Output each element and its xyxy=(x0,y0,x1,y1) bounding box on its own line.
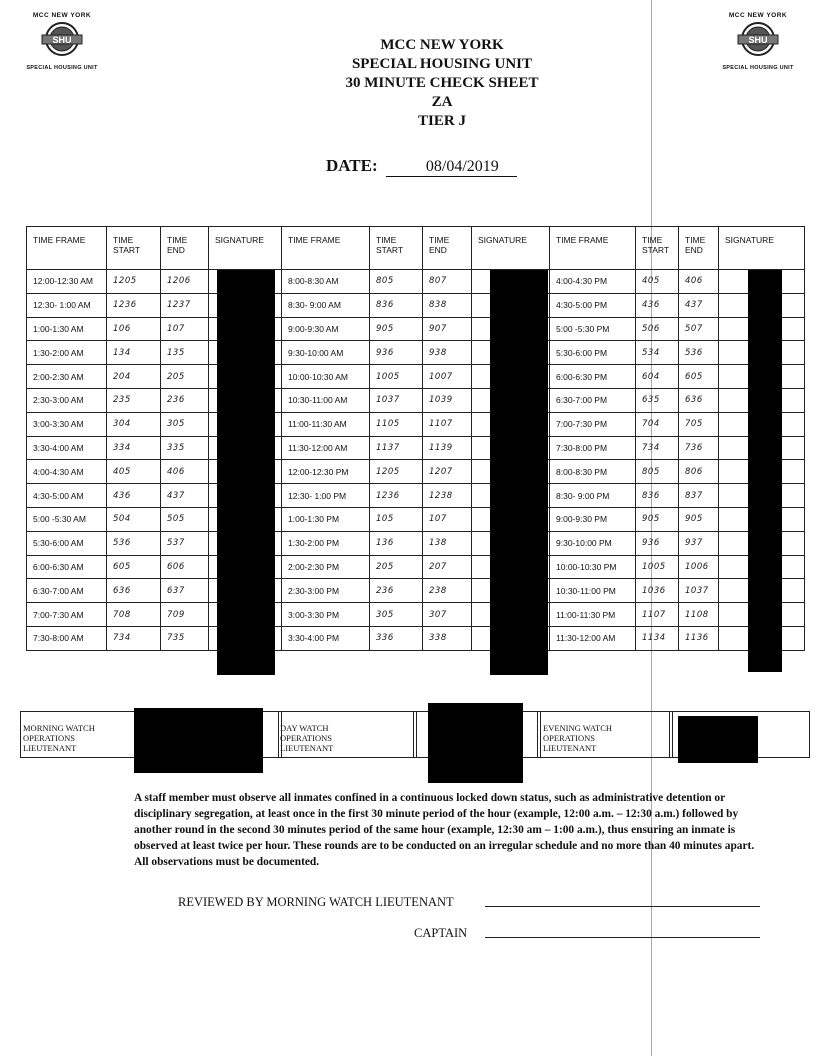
time-frame-cell: 6:00-6:30 AM xyxy=(27,555,107,579)
time-frame-cell: 9:30-10:00 AM xyxy=(282,341,370,365)
table-header-row xyxy=(27,227,805,270)
policy-note: A staff member must observe all inmates confined in a continuous locked down status, such as administrative detention or disciplinary segregation, at least once in the first 30 minute period of the hour (example, 12:00 a.m. – 12:30 a.m.) followed by another round in the second 30 minutes period of the same hour (example, 12:30 am – 1:00 a.m.), thus ensuring an inmate is observed at least twice per hour. These rounds are to be conducted on an irregular schedule and no more than 40 minutes apart. All observations must be documented. xyxy=(134,792,755,868)
time-start-cell: 635 xyxy=(636,388,679,412)
time-start-cell: 805 xyxy=(370,270,423,294)
time-start-cell: 1037 xyxy=(370,388,423,412)
table-row xyxy=(27,436,805,460)
time-end-cell: 1206 xyxy=(161,270,209,294)
document-header xyxy=(0,36,816,131)
time-frame-cell: 6:30-7:00 PM xyxy=(550,388,636,412)
time-start-cell: 604 xyxy=(636,365,679,389)
table-row xyxy=(27,293,805,317)
time-frame-cell: 6:30-7:00 AM xyxy=(27,579,107,603)
table-row xyxy=(27,579,805,603)
time-frame-cell: 4:00-4:30 PM xyxy=(550,270,636,294)
time-start-cell: 936 xyxy=(370,341,423,365)
time-end-cell: 406 xyxy=(161,460,209,484)
time-start-cell: 105 xyxy=(370,507,423,531)
time-end-cell: 1238 xyxy=(423,484,472,508)
time-end-cell: 807 xyxy=(423,270,472,294)
check-sheet-table xyxy=(26,226,805,651)
time-frame-cell: 8:30- 9:00 PM xyxy=(550,484,636,508)
time-frame-cell: 12:30- 1:00 AM xyxy=(27,293,107,317)
time-frame-cell: 3:00-3:30 PM xyxy=(282,603,370,627)
time-start-cell: 436 xyxy=(636,293,679,317)
time-end-cell: 437 xyxy=(161,484,209,508)
time-end-cell: 837 xyxy=(679,484,719,508)
header-facility: MCC NEW YORK xyxy=(380,37,504,53)
header-time-end: TIME END xyxy=(679,227,719,270)
time-end-cell: 138 xyxy=(423,531,472,555)
logo-top-text: MCC NEW YORK xyxy=(32,12,92,19)
time-start-cell: 1134 xyxy=(636,626,679,650)
time-end-cell: 605 xyxy=(679,365,719,389)
header-unit: SPECIAL HOUSING UNIT xyxy=(351,56,533,72)
time-end-cell: 537 xyxy=(161,531,209,555)
time-start-cell: 1005 xyxy=(636,555,679,579)
time-end-cell: 1007 xyxy=(423,365,472,389)
time-end-cell: 1136 xyxy=(679,626,719,650)
time-start-cell: 136 xyxy=(370,531,423,555)
time-start-cell: 708 xyxy=(107,603,161,627)
time-frame-cell: 3:30-4:00 AM xyxy=(27,436,107,460)
header-time-start: TIME START xyxy=(370,227,423,270)
time-start-cell: 905 xyxy=(370,317,423,341)
logo-bottom-text: SPECIAL HOUSING UNIT xyxy=(722,65,794,71)
time-start-cell: 504 xyxy=(107,507,161,531)
time-start-cell: 836 xyxy=(370,293,423,317)
time-start-cell: 106 xyxy=(107,317,161,341)
time-start-cell: 805 xyxy=(636,460,679,484)
time-frame-cell: 7:00-7:30 PM xyxy=(550,412,636,436)
time-frame-cell: 12:00-12:30 AM xyxy=(27,270,107,294)
evening-watch-label: EVENING WATCH OPERATIONS LIEUTENANT xyxy=(543,723,613,753)
time-end-cell: 507 xyxy=(679,317,719,341)
table-row xyxy=(27,412,805,436)
table-row xyxy=(27,555,805,579)
table-row xyxy=(27,603,805,627)
time-end-cell: 905 xyxy=(679,507,719,531)
time-frame-cell: 7:30-8:00 AM xyxy=(27,626,107,650)
time-end-cell: 637 xyxy=(161,579,209,603)
time-frame-cell: 11:30-12:00 AM xyxy=(282,436,370,460)
time-end-cell: 1107 xyxy=(423,412,472,436)
time-frame-cell: 1:30-2:00 AM xyxy=(27,341,107,365)
time-start-cell: 734 xyxy=(636,436,679,460)
time-start-cell: 1236 xyxy=(107,293,161,317)
table-row xyxy=(27,531,805,555)
time-start-cell: 1205 xyxy=(370,460,423,484)
date-field xyxy=(326,156,517,177)
time-end-cell: 1139 xyxy=(423,436,472,460)
time-frame-cell: 10:30-11:00 AM xyxy=(282,388,370,412)
time-start-cell: 336 xyxy=(370,626,423,650)
header-time-start: TIME START xyxy=(636,227,679,270)
time-start-cell: 436 xyxy=(107,484,161,508)
time-frame-cell: 2:00-2:30 PM xyxy=(282,555,370,579)
review-morning-lt-label: REVIEWED BY MORNING WATCH LIEUTENANT xyxy=(178,895,454,909)
time-start-cell: 536 xyxy=(107,531,161,555)
time-start-cell: 1137 xyxy=(370,436,423,460)
time-frame-cell: 11:30-12:00 AM xyxy=(550,626,636,650)
time-frame-cell: 9:00-9:30 AM xyxy=(282,317,370,341)
table-row xyxy=(27,484,805,508)
time-end-cell: 1037 xyxy=(679,579,719,603)
box-divider xyxy=(537,712,541,757)
time-start-cell: 236 xyxy=(370,579,423,603)
time-start-cell: 734 xyxy=(107,626,161,650)
time-start-cell: 506 xyxy=(636,317,679,341)
table-row xyxy=(27,460,805,484)
redaction-block xyxy=(428,703,523,783)
time-start-cell: 704 xyxy=(636,412,679,436)
time-frame-cell: 4:00-4:30 AM xyxy=(27,460,107,484)
time-end-cell: 937 xyxy=(679,531,719,555)
time-start-cell: 405 xyxy=(107,460,161,484)
table-row xyxy=(27,270,805,294)
time-start-cell: 1205 xyxy=(107,270,161,294)
time-frame-cell: 6:00-6:30 PM xyxy=(550,365,636,389)
time-frame-cell: 5:00 -5:30 PM xyxy=(550,317,636,341)
time-end-cell: 536 xyxy=(679,341,719,365)
time-end-cell: 335 xyxy=(161,436,209,460)
time-start-cell: 836 xyxy=(636,484,679,508)
logo-top-text: MCC NEW YORK xyxy=(728,12,788,19)
time-frame-cell: 7:00-7:30 AM xyxy=(27,603,107,627)
seal-text: SHU xyxy=(52,35,72,45)
time-frame-cell: 5:00 -5:30 AM xyxy=(27,507,107,531)
redaction-block xyxy=(490,270,548,675)
time-end-cell: 238 xyxy=(423,579,472,603)
captain-signature-line xyxy=(485,936,760,938)
time-start-cell: 235 xyxy=(107,388,161,412)
time-start-cell: 204 xyxy=(107,365,161,389)
day-watch-label: DAY WATCH OPERATIONS LIEUTENANT xyxy=(280,723,334,753)
time-end-cell: 705 xyxy=(679,412,719,436)
time-end-cell: 709 xyxy=(161,603,209,627)
time-end-cell: 1039 xyxy=(423,388,472,412)
time-start-cell: 1107 xyxy=(636,603,679,627)
time-end-cell: 806 xyxy=(679,460,719,484)
time-frame-cell: 1:30-2:00 PM xyxy=(282,531,370,555)
time-start-cell: 1005 xyxy=(370,365,423,389)
time-start-cell: 1105 xyxy=(370,412,423,436)
time-frame-cell: 8:30- 9:00 AM xyxy=(282,293,370,317)
header-time-end: TIME END xyxy=(423,227,472,270)
time-start-cell: 334 xyxy=(107,436,161,460)
header-signature: SIGNATURE xyxy=(719,227,805,270)
time-start-cell: 305 xyxy=(370,603,423,627)
time-end-cell: 107 xyxy=(161,317,209,341)
date-value: 08/04/2019 xyxy=(386,158,517,177)
time-end-cell: 207 xyxy=(423,555,472,579)
header-time-frame: TIME FRAME xyxy=(282,227,370,270)
time-frame-cell: 9:30-10:00 PM xyxy=(550,531,636,555)
time-end-cell: 838 xyxy=(423,293,472,317)
header-time-end: TIME END xyxy=(161,227,209,270)
date-label: DATE: xyxy=(326,156,378,175)
box-divider xyxy=(669,712,673,757)
time-end-cell: 135 xyxy=(161,341,209,365)
time-start-cell: 405 xyxy=(636,270,679,294)
time-end-cell: 338 xyxy=(423,626,472,650)
time-frame-cell: 10:30-11:00 PM xyxy=(550,579,636,603)
header-range: ZA xyxy=(431,94,453,110)
time-frame-cell: 1:00-1:30 PM xyxy=(282,507,370,531)
header-sheet-title: 30 MINUTE CHECK SHEET xyxy=(345,75,539,91)
time-end-cell: 1108 xyxy=(679,603,719,627)
table-row xyxy=(27,341,805,365)
table-row xyxy=(27,507,805,531)
header-time-start: TIME START xyxy=(107,227,161,270)
time-end-cell: 505 xyxy=(161,507,209,531)
time-start-cell: 1236 xyxy=(370,484,423,508)
header-time-frame: TIME FRAME xyxy=(550,227,636,270)
time-end-cell: 735 xyxy=(161,626,209,650)
time-frame-cell: 2:00-2:30 AM xyxy=(27,365,107,389)
morning-lt-signature-line xyxy=(485,905,760,907)
header-signature: SIGNATURE xyxy=(472,227,550,270)
redaction-block xyxy=(134,708,263,773)
time-frame-cell: 11:00-11:30 AM xyxy=(282,412,370,436)
time-frame-cell: 12:00-12:30 PM xyxy=(282,460,370,484)
time-start-cell: 1036 xyxy=(636,579,679,603)
time-end-cell: 606 xyxy=(161,555,209,579)
redaction-block xyxy=(748,270,782,672)
time-start-cell: 936 xyxy=(636,531,679,555)
time-frame-cell: 1:00-1:30 AM xyxy=(27,317,107,341)
header-signature: SIGNATURE xyxy=(209,227,282,270)
table-row xyxy=(27,388,805,412)
table-row xyxy=(27,626,805,650)
time-end-cell: 1006 xyxy=(679,555,719,579)
time-end-cell: 636 xyxy=(679,388,719,412)
time-end-cell: 205 xyxy=(161,365,209,389)
time-end-cell: 736 xyxy=(679,436,719,460)
time-frame-cell: 7:30-8:00 PM xyxy=(550,436,636,460)
time-frame-cell: 4:30-5:00 AM xyxy=(27,484,107,508)
time-frame-cell: 4:30-5:00 PM xyxy=(550,293,636,317)
time-start-cell: 134 xyxy=(107,341,161,365)
time-start-cell: 534 xyxy=(636,341,679,365)
table-row xyxy=(27,317,805,341)
time-end-cell: 107 xyxy=(423,507,472,531)
morning-watch-label: MORNING WATCH OPERATIONS LIEUTENANT xyxy=(23,723,95,753)
time-frame-cell: 9:00-9:30 PM xyxy=(550,507,636,531)
time-end-cell: 1207 xyxy=(423,460,472,484)
time-frame-cell: 8:00-8:30 PM xyxy=(550,460,636,484)
time-start-cell: 605 xyxy=(107,555,161,579)
time-end-cell: 305 xyxy=(161,412,209,436)
time-frame-cell: 5:30-6:00 AM xyxy=(27,531,107,555)
time-end-cell: 1237 xyxy=(161,293,209,317)
time-start-cell: 636 xyxy=(107,579,161,603)
redaction-block xyxy=(217,270,275,675)
redaction-block xyxy=(678,716,758,763)
time-frame-cell: 3:00-3:30 AM xyxy=(27,412,107,436)
header-tier: TIER J xyxy=(418,113,466,129)
time-frame-cell: 2:30-3:00 AM xyxy=(27,388,107,412)
review-captain-label: CAPTAIN xyxy=(414,926,468,940)
time-frame-cell: 5:30-6:00 PM xyxy=(550,341,636,365)
box-divider xyxy=(413,712,417,757)
time-end-cell: 907 xyxy=(423,317,472,341)
time-frame-cell: 8:00-8:30 AM xyxy=(282,270,370,294)
time-frame-cell: 12:30- 1:00 PM xyxy=(282,484,370,508)
logo-bottom-text: SPECIAL HOUSING UNIT xyxy=(26,65,98,71)
time-start-cell: 905 xyxy=(636,507,679,531)
time-frame-cell: 11:00-11:30 PM xyxy=(550,603,636,627)
time-frame-cell: 2:30-3:00 PM xyxy=(282,579,370,603)
time-end-cell: 307 xyxy=(423,603,472,627)
time-end-cell: 938 xyxy=(423,341,472,365)
time-frame-cell: 10:00-10:30 PM xyxy=(550,555,636,579)
time-end-cell: 437 xyxy=(679,293,719,317)
time-end-cell: 236 xyxy=(161,388,209,412)
time-start-cell: 304 xyxy=(107,412,161,436)
time-frame-cell: 3:30-4:00 PM xyxy=(282,626,370,650)
time-end-cell: 406 xyxy=(679,270,719,294)
time-start-cell: 205 xyxy=(370,555,423,579)
time-frame-cell: 10:00-10:30 AM xyxy=(282,365,370,389)
seal-text: SHU xyxy=(748,35,768,45)
header-time-frame: TIME FRAME xyxy=(27,227,107,270)
table-row xyxy=(27,365,805,389)
